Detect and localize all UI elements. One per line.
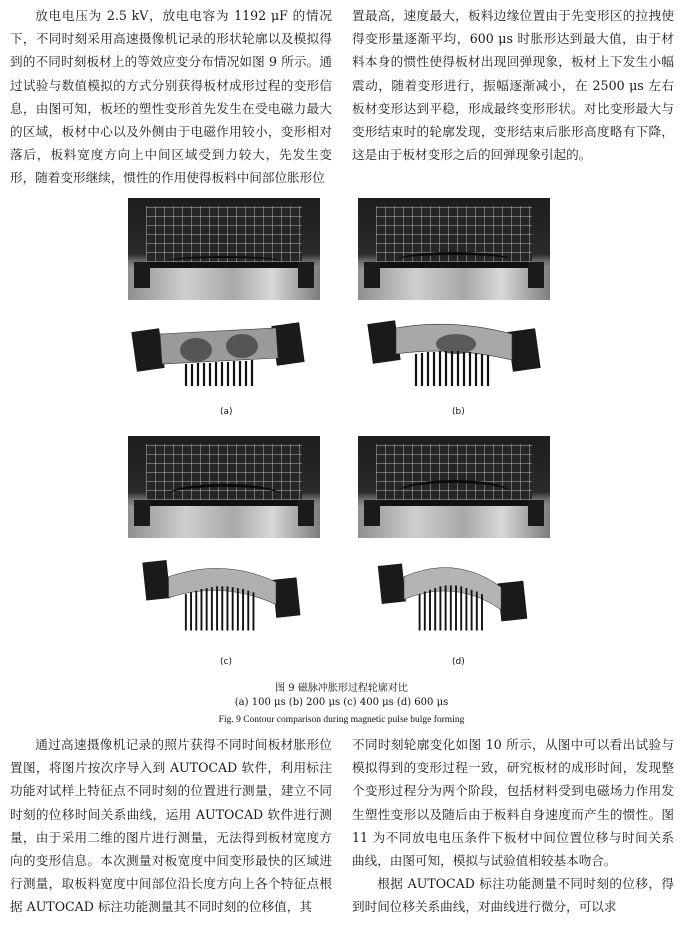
bottom-left-paragraph: 通过高速摄像机记录的照片获得不同时间板材胀形位置图，将图片按次序导入到 AUTOCAD 软件，利用标注功能对试样上特征点不同时刻的位置进行测量，建立不同时刻的位移时间关系曲线，运用 AUTOCAD 软件进行测量，由于采用二维的图片进行测量，无法得到板材宽度方向的变形信息。本次测量对板宽度中间变形最快的区域进行测量，取板料宽度中间部位沿长度方向上各个特征点根据 AUTOCAD 标注功能测量其不同时刻的位移值，其 (10, 737, 332, 915)
top-right-column (352, 4, 674, 166)
simulation-panel-c (124, 556, 324, 634)
bottom-right-paragraph-1: 不同时刻轮廓变化如图 10 所示，从图中可以看出试验与模拟得到的变形过程一致，研究板材的成形时间，发现整个变形过程分为两个阶段，包括材料受到电磁场力作用发生塑性变形以及随后由于板料自身速度而产生的惯性。图 11 为不同放电电压条件下板材中间位置位移与时间关系曲线，由图可知，模拟与试验值相较基本吻合。 (352, 737, 674, 869)
clamp-right (298, 500, 314, 526)
clamp-left (364, 262, 380, 288)
photo-panel-c (128, 436, 320, 538)
fixture-base (358, 506, 550, 538)
bulge-contour (398, 480, 510, 505)
grid-backdrop (146, 206, 302, 262)
top-right-paragraph: 置最高，速度最大，板料边缘位置由于先变形区的拉拽使得变形量逐渐平均，600 μs 时胀形达到最大值，由于材料本身的惯性使得板材出现回弹现象，板材上下发生小幅震动，随着变形进行，振幅逐渐减小，在 2500 μs 左右板材变形达到平稳，形成最终变形形状。对比变形最大与变形结束时的轮廓发现，变形结束后胀形高度略有下降，这是由于板材变形之后的回弹现象引起的。 (352, 8, 674, 163)
clamp-left (134, 500, 150, 526)
panel-label-a: (a) (220, 407, 233, 417)
fixture-base (128, 506, 320, 538)
fixture-base (358, 268, 550, 300)
bulge-contour (398, 252, 510, 267)
top-left-paragraph: 放电电压为 2.5 kV，放电电容为 1192 μF 的情况下，不同时刻采用高速摄像机记录的形状轮廓以及模拟得到的不同时刻板材上的等效应变分布情况如图 9 所示。通过试验与数值模拟的方式分别获得板材成形过程的变形信息，由图可知，板坯的塑性变形首先发生在受电磁力最大的区域，板材中心以及外侧由于电磁作用较小，变形相对落后，板料宽度方向上中间区域受到力较大，先发生变形，随着变形继续，惯性的作用使得板料中间部位胀形位 (10, 8, 332, 186)
panel-label-d: (d) (452, 657, 465, 667)
figure-caption-en: Fig. 9 Contour comparison during magnetic pulse bulge forming (218, 715, 465, 725)
clamp-left (364, 500, 380, 526)
fixture-base (128, 268, 320, 300)
bulge-contour (168, 484, 280, 505)
clamp-right (528, 500, 544, 526)
figure-caption-cn-sub: (a) 100 μs (b) 200 μs (c) 400 μs (d) 600 μs (234, 697, 449, 708)
clamp-right (528, 262, 544, 288)
simulation-panel-a (124, 312, 324, 390)
panel-label-c: (c) (220, 657, 232, 667)
bulge-contour (168, 256, 280, 266)
photo-panel-b (358, 198, 550, 300)
photo-panel-a (128, 198, 320, 300)
simulation-panel-b (356, 312, 556, 390)
bottom-right-column (352, 733, 674, 919)
panel-label-b: (b) (452, 407, 465, 417)
clamp-left (134, 262, 150, 288)
simulation-panel-d (356, 556, 556, 634)
photo-panel-d (358, 436, 550, 538)
figure-caption-cn: 图 9 磁脉冲胀形过程轮廓对比 (275, 683, 408, 694)
top-left-column (10, 4, 332, 190)
bottom-right-paragraph-2: 根据 AUTOCAD 标注功能测量不同时刻的位移，得到时间位移关系曲线，对曲线进行微分，可以求 (352, 876, 674, 915)
bottom-left-column (10, 733, 332, 919)
clamp-right (298, 262, 314, 288)
